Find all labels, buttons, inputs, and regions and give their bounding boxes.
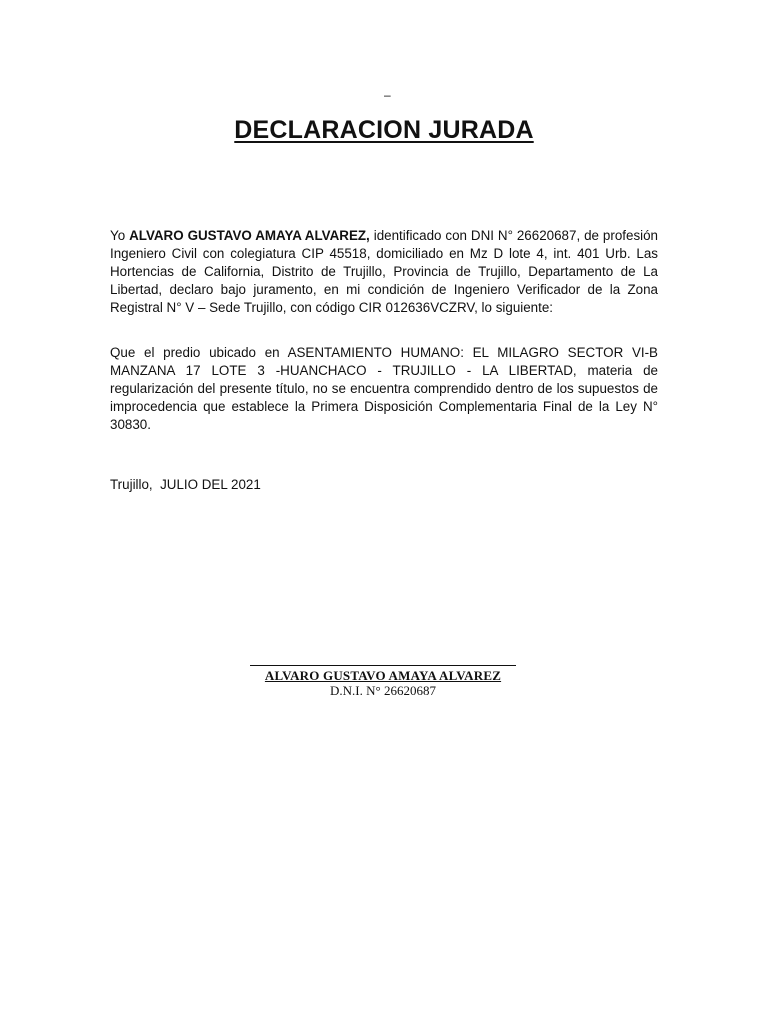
- declaration-paragraph: [110, 227, 658, 317]
- place-date: Trujillo, JULIO DEL 2021: [110, 477, 261, 492]
- signature-block: [250, 650, 516, 698]
- property-paragraph: Que el predio ubicado en ASENTAMIENTO HUMANO: EL MILAGRO SECTOR VI-B MANZANA 17 LOTE 3 -HUANCHACO - TRUJILLO - LA LIBERTAD, materia de regularización del presente título, no se encuentra comprendido dentro de los supuestos de improcedencia que establece la Primera Disposición Complementaria Final de la Ley N° 30830.: [110, 345, 658, 432]
- signature-line: [250, 665, 516, 666]
- document-title: DECLARACION JURADA: [234, 116, 534, 144]
- paragraph-body: identificado con DNI N° 26620687, de profesión Ingeniero Civil con colegiatura CIP 45518, domiciliado en Mz D lote 4, int. 401 Urb. Las Hortencias de California, Distrito de Trujillo, Provincia de Trujillo, Departamento de La Libertad, declaro bajo juramento, en mi condición de Ingeniero Verificador de la Zona Registral N° V – Sede Trujillo, con código CIR 012636VCZRV, lo siguiente:: [110, 228, 659, 315]
- signer-name: ALVARO GUSTAVO AMAYA ALVAREZ: [264, 668, 502, 683]
- top-mark: –: [384, 88, 391, 102]
- paragraph-intro: Yo: [110, 228, 130, 243]
- declarant-name: ALVARO GUSTAVO AMAYA ALVAREZ,: [129, 228, 370, 243]
- signer-dni: D.N.I. N° 26620687: [330, 683, 436, 698]
